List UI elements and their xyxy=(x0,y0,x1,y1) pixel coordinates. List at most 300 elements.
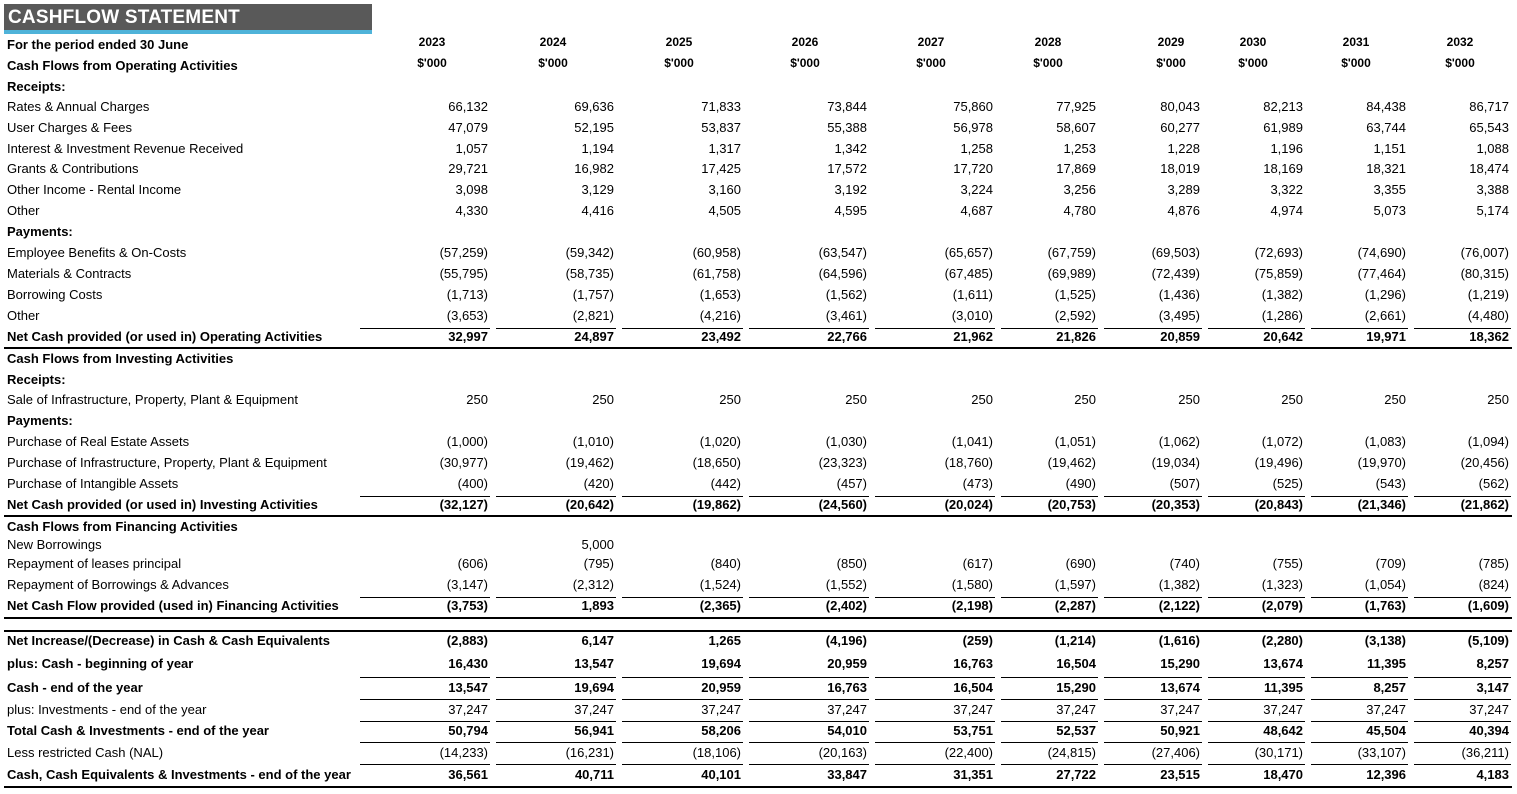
table-cell: 75,860 xyxy=(953,99,993,114)
cell-border xyxy=(875,328,995,329)
table-cell: 37,247 xyxy=(827,702,867,717)
table-cell: (20,753) xyxy=(1047,497,1096,512)
table-cell: (24,815) xyxy=(1047,745,1096,760)
table-cell: (1,020) xyxy=(699,434,741,449)
table-cell: 17,869 xyxy=(1056,161,1096,176)
table-cell: (2,883) xyxy=(446,633,488,648)
cell-border xyxy=(360,699,490,700)
row-label: Cash - end of the year xyxy=(7,680,143,695)
row-label: Less restricted Cash (NAL) xyxy=(7,745,164,760)
table-cell: 16,982 xyxy=(574,161,614,176)
table-cell: (795) xyxy=(583,556,614,571)
table-cell: 4,183 xyxy=(1476,767,1509,782)
table-cell: (3,495) xyxy=(1158,308,1200,323)
table-cell: 63,744 xyxy=(1366,120,1406,135)
table-cell: (2,365) xyxy=(699,598,741,613)
table-cell: (3,010) xyxy=(951,308,993,323)
cell-border xyxy=(1001,597,1098,598)
table-cell: (709) xyxy=(1375,556,1406,571)
row-label: Interest & Investment Revenue Received xyxy=(7,141,244,156)
table-cell: 3,192 xyxy=(834,182,867,197)
row-label: Other Income - Rental Income xyxy=(7,182,182,197)
cell-border xyxy=(749,764,869,765)
table-cell: 37,247 xyxy=(1160,702,1200,717)
table-cell: (75,859) xyxy=(1254,266,1303,281)
table-cell: (67,485) xyxy=(944,266,993,281)
table-cell: (18,650) xyxy=(692,455,741,470)
cell-border xyxy=(360,677,490,678)
table-cell: 20,859 xyxy=(1160,329,1200,344)
table-cell: 37,247 xyxy=(1263,702,1303,717)
table-cell: 16,763 xyxy=(827,680,867,695)
cell-border xyxy=(1001,764,1098,765)
row-label: Repayment of Borrowings & Advances xyxy=(7,577,229,592)
table-cell: (2,280) xyxy=(1261,633,1303,648)
cell-border xyxy=(1208,742,1305,743)
table-cell: (72,693) xyxy=(1254,245,1303,260)
cell-border xyxy=(622,721,743,722)
year-header: 2028 xyxy=(1034,35,1062,49)
table-cell: 52,195 xyxy=(574,120,614,135)
cell-border xyxy=(749,721,869,722)
table-cell: (2,402) xyxy=(825,598,867,613)
table-cell: 53,751 xyxy=(953,723,993,738)
table-cell: 37,247 xyxy=(448,702,488,717)
table-cell: 3,289 xyxy=(1167,182,1200,197)
cell-border xyxy=(875,764,995,765)
table-cell: 1,057 xyxy=(455,141,488,156)
table-cell: (36,211) xyxy=(1461,745,1509,760)
row-label: plus: Cash - beginning of year xyxy=(7,656,194,671)
table-cell: 3,160 xyxy=(708,182,741,197)
table-cell: 13,547 xyxy=(574,656,614,671)
table-cell: (19,970) xyxy=(1357,455,1406,470)
cell-border xyxy=(749,677,869,678)
table-cell: (2,821) xyxy=(572,308,614,323)
table-cell: (33,107) xyxy=(1357,745,1406,760)
table-cell: 3,147 xyxy=(1476,680,1509,695)
table-cell: (19,862) xyxy=(692,497,741,512)
cell-border xyxy=(1104,721,1202,722)
table-cell: 65,543 xyxy=(1469,120,1509,135)
cell-border xyxy=(622,699,743,700)
table-cell: 16,504 xyxy=(953,680,993,695)
row-label: New Borrowings xyxy=(7,537,102,552)
table-cell: (2,312) xyxy=(572,577,614,592)
table-cell: (2,287) xyxy=(1054,598,1096,613)
table-cell: (77,464) xyxy=(1357,266,1406,281)
table-cell: 8,257 xyxy=(1373,680,1406,695)
row-border xyxy=(4,617,1512,619)
table-cell: 32,997 xyxy=(448,329,488,344)
table-cell: (55,795) xyxy=(439,266,488,281)
table-cell: 56,941 xyxy=(574,723,614,738)
table-cell: (562) xyxy=(1478,476,1509,491)
table-cell: (1,219) xyxy=(1467,287,1509,302)
table-cell: 5,000 xyxy=(581,537,614,552)
table-cell: (63,547) xyxy=(818,245,867,260)
table-cell: (18,760) xyxy=(944,455,993,470)
table-cell: (755) xyxy=(1272,556,1303,571)
table-cell: 17,720 xyxy=(953,161,993,176)
table-cell: 80,043 xyxy=(1160,99,1200,114)
row-border xyxy=(4,786,1512,788)
table-cell: 5,073 xyxy=(1373,203,1406,218)
table-cell: (1,436) xyxy=(1158,287,1200,302)
table-cell: (690) xyxy=(1065,556,1096,571)
cell-border xyxy=(1001,699,1098,700)
table-cell: (606) xyxy=(457,556,488,571)
table-cell: (32,127) xyxy=(439,497,488,512)
cell-border xyxy=(622,496,743,497)
table-cell: 1,893 xyxy=(581,598,614,613)
cell-border xyxy=(1001,496,1098,497)
table-cell: 13,674 xyxy=(1160,680,1200,695)
table-cell: 11,395 xyxy=(1366,656,1406,671)
cell-border xyxy=(496,328,616,329)
table-cell: (1,552) xyxy=(825,577,867,592)
table-cell: (20,456) xyxy=(1460,455,1509,470)
table-cell: (259) xyxy=(962,633,993,648)
table-cell: (2,198) xyxy=(951,598,993,613)
cell-border xyxy=(360,742,490,743)
table-cell: (1,757) xyxy=(572,287,614,302)
table-cell: (59,342) xyxy=(565,245,614,260)
table-cell: (74,690) xyxy=(1357,245,1406,260)
row-label: For the period ended 30 June xyxy=(7,37,189,52)
table-cell: 4,876 xyxy=(1167,203,1200,218)
table-cell: (69,503) xyxy=(1151,245,1200,260)
row-border xyxy=(4,347,1512,349)
cell-border xyxy=(749,699,869,700)
table-cell: (1,611) xyxy=(952,287,993,302)
table-cell: 48,642 xyxy=(1263,723,1303,738)
cell-border xyxy=(1414,677,1511,678)
table-cell: (1,214) xyxy=(1054,633,1096,648)
unit-header: $'000 xyxy=(1445,56,1475,70)
table-cell: 71,833 xyxy=(701,99,741,114)
table-cell: 250 xyxy=(592,392,614,407)
table-cell: (1,616) xyxy=(1158,633,1200,648)
row-label: Materials & Contracts xyxy=(7,266,132,281)
cell-border xyxy=(622,764,743,765)
page-title: CASHFLOW STATEMENT xyxy=(8,7,240,28)
table-cell: 250 xyxy=(466,392,488,407)
table-cell: 37,247 xyxy=(1469,702,1509,717)
table-cell: 1,265 xyxy=(708,633,741,648)
cell-border xyxy=(749,597,869,598)
cell-border xyxy=(360,328,490,329)
cell-border xyxy=(1311,721,1408,722)
table-cell: 3,256 xyxy=(1063,182,1096,197)
table-cell: 250 xyxy=(1487,392,1509,407)
cell-border xyxy=(1414,597,1511,598)
table-cell: (1,323) xyxy=(1261,577,1303,592)
table-cell: 37,247 xyxy=(1366,702,1406,717)
table-cell: (850) xyxy=(836,556,867,571)
unit-header: $'000 xyxy=(1033,56,1063,70)
cell-border xyxy=(1208,677,1305,678)
table-cell: 250 xyxy=(719,392,741,407)
cell-border xyxy=(1208,496,1305,497)
table-cell: 1,253 xyxy=(1063,141,1096,156)
row-label: Cash Flows from Operating Activities xyxy=(7,58,238,73)
table-cell: (1,083) xyxy=(1364,434,1406,449)
table-cell: (840) xyxy=(710,556,741,571)
table-cell: (1,713) xyxy=(446,287,488,302)
table-cell: (58,735) xyxy=(565,266,614,281)
table-cell: (1,763) xyxy=(1364,598,1406,613)
table-cell: 29,721 xyxy=(448,161,488,176)
table-cell: (19,496) xyxy=(1254,455,1303,470)
cell-border xyxy=(496,721,616,722)
table-cell: (1,653) xyxy=(699,287,741,302)
cell-border xyxy=(360,721,490,722)
table-cell: (1,525) xyxy=(1054,287,1096,302)
table-cell: 1,196 xyxy=(1270,141,1303,156)
table-cell: (24,560) xyxy=(818,497,867,512)
table-cell: 23,515 xyxy=(1160,767,1200,782)
table-cell: (19,462) xyxy=(1047,455,1096,470)
table-cell: 250 xyxy=(1074,392,1096,407)
cell-border xyxy=(1104,699,1202,700)
table-cell: 56,978 xyxy=(953,120,993,135)
row-label: User Charges & Fees xyxy=(7,120,132,135)
table-cell: 16,763 xyxy=(953,656,993,671)
row-label: Grants & Contributions xyxy=(7,161,139,176)
table-cell: (64,596) xyxy=(818,266,867,281)
cell-border xyxy=(496,597,616,598)
title-bar xyxy=(4,4,372,30)
cell-border xyxy=(1104,742,1202,743)
table-cell: 40,711 xyxy=(574,767,614,782)
row-label: Payments: xyxy=(7,413,73,428)
row-label: Cash Flows from Investing Activities xyxy=(7,351,234,366)
cell-border xyxy=(496,699,616,700)
table-cell: 33,847 xyxy=(827,767,867,782)
row-label: Borrowing Costs xyxy=(7,287,103,302)
table-cell: 45,504 xyxy=(1366,723,1406,738)
table-cell: 24,897 xyxy=(574,329,614,344)
table-cell: (3,653) xyxy=(446,308,488,323)
cell-border xyxy=(1414,742,1511,743)
table-cell: (1,054) xyxy=(1364,577,1406,592)
table-cell: 21,826 xyxy=(1056,329,1096,344)
cell-border xyxy=(1104,597,1202,598)
row-border xyxy=(4,515,1512,517)
cell-border xyxy=(1208,328,1305,329)
cell-border xyxy=(1104,764,1202,765)
cell-border xyxy=(1311,742,1408,743)
table-cell: (21,346) xyxy=(1357,497,1406,512)
table-cell: 3,098 xyxy=(455,182,488,197)
table-cell: (2,661) xyxy=(1364,308,1406,323)
table-cell: 3,388 xyxy=(1476,182,1509,197)
table-cell: 19,694 xyxy=(574,680,614,695)
table-cell: (1,562) xyxy=(825,287,867,302)
row-label: Cash, Cash Equivalents & Investments - end of the year xyxy=(7,767,351,782)
table-cell: (20,353) xyxy=(1151,497,1200,512)
cell-border xyxy=(875,699,995,700)
table-cell: (2,079) xyxy=(1261,598,1303,613)
cell-border xyxy=(875,597,995,598)
cell-border xyxy=(622,677,743,678)
table-cell: 52,537 xyxy=(1056,723,1096,738)
cell-border xyxy=(1414,764,1511,765)
cell-border xyxy=(1414,496,1511,497)
unit-header: $'000 xyxy=(538,56,568,70)
table-cell: (20,642) xyxy=(565,497,614,512)
table-cell: 19,971 xyxy=(1366,329,1406,344)
table-cell: 250 xyxy=(1178,392,1200,407)
table-cell: (23,323) xyxy=(818,455,867,470)
table-cell: 66,132 xyxy=(448,99,488,114)
table-cell: (1,062) xyxy=(1158,434,1200,449)
table-cell: 73,844 xyxy=(827,99,867,114)
cell-border xyxy=(1208,721,1305,722)
year-header: 2026 xyxy=(791,35,819,49)
cell-border xyxy=(1208,699,1305,700)
table-cell: 18,169 xyxy=(1263,161,1303,176)
cell-border xyxy=(622,742,743,743)
table-cell: 1,194 xyxy=(581,141,614,156)
cell-border xyxy=(622,597,743,598)
cell-border xyxy=(1311,496,1408,497)
table-cell: 37,247 xyxy=(574,702,614,717)
table-cell: (400) xyxy=(457,476,488,491)
unit-header: $'000 xyxy=(1238,56,1268,70)
table-cell: 250 xyxy=(1281,392,1303,407)
cell-border xyxy=(1001,328,1098,329)
table-cell: (57,259) xyxy=(439,245,488,260)
row-label: Other xyxy=(7,203,40,218)
unit-header: $'000 xyxy=(417,56,447,70)
table-cell: (76,007) xyxy=(1460,245,1509,260)
table-cell: (30,977) xyxy=(439,455,488,470)
table-cell: 4,974 xyxy=(1270,203,1303,218)
row-label: Net Cash Flow provided (used in) Financing Activities xyxy=(7,598,339,613)
table-cell: (4,480) xyxy=(1467,308,1509,323)
table-cell: 250 xyxy=(971,392,993,407)
table-cell: (420) xyxy=(583,476,614,491)
table-cell: 84,438 xyxy=(1366,99,1406,114)
table-cell: (1,597) xyxy=(1054,577,1096,592)
table-cell: (1,382) xyxy=(1158,577,1200,592)
table-cell: 17,425 xyxy=(701,161,741,176)
table-cell: (1,094) xyxy=(1467,434,1509,449)
table-cell: 17,572 xyxy=(827,161,867,176)
table-cell: (490) xyxy=(1065,476,1096,491)
row-label: Receipts: xyxy=(7,79,66,94)
year-header: 2023 xyxy=(418,35,446,49)
cell-border xyxy=(1414,721,1511,722)
table-cell: (785) xyxy=(1478,556,1509,571)
table-cell: (1,000) xyxy=(446,434,488,449)
year-header: 2029 xyxy=(1157,35,1185,49)
table-cell: (60,958) xyxy=(692,245,741,260)
cell-border xyxy=(496,496,616,497)
cell-border xyxy=(1104,677,1202,678)
cell-border xyxy=(875,721,995,722)
table-cell: (3,147) xyxy=(446,577,488,592)
table-cell: 54,010 xyxy=(827,723,867,738)
cell-border xyxy=(1311,597,1408,598)
table-cell: 6,147 xyxy=(581,633,614,648)
table-cell: 4,780 xyxy=(1063,203,1096,218)
row-label: Repayment of leases principal xyxy=(7,556,182,571)
table-cell: 1,342 xyxy=(834,141,867,156)
table-cell: 47,079 xyxy=(448,120,488,135)
table-cell: 250 xyxy=(1384,392,1406,407)
table-cell: 4,595 xyxy=(834,203,867,218)
table-cell: (22,400) xyxy=(944,745,993,760)
table-cell: (65,657) xyxy=(944,245,993,260)
row-label: Purchase of Real Estate Assets xyxy=(7,434,190,449)
table-cell: 40,394 xyxy=(1469,723,1509,738)
table-cell: 4,505 xyxy=(708,203,741,218)
table-cell: 1,317 xyxy=(708,141,741,156)
table-cell: 58,607 xyxy=(1056,120,1096,135)
year-header: 2031 xyxy=(1342,35,1370,49)
table-cell: 20,959 xyxy=(827,656,867,671)
title-underline xyxy=(4,30,372,34)
row-label: Payments: xyxy=(7,224,73,239)
cell-border xyxy=(496,742,616,743)
table-cell: (20,843) xyxy=(1254,497,1303,512)
table-cell: 21,962 xyxy=(953,329,993,344)
table-cell: (442) xyxy=(710,476,741,491)
year-header: 2025 xyxy=(665,35,693,49)
table-cell: (19,462) xyxy=(565,455,614,470)
table-cell: 23,492 xyxy=(701,329,741,344)
table-cell: 77,925 xyxy=(1056,99,1096,114)
cell-border xyxy=(360,597,490,598)
row-label: Sale of Infrastructure, Property, Plant & Equipment xyxy=(7,392,298,407)
table-cell: 37,247 xyxy=(1056,702,1096,717)
table-cell: (3,753) xyxy=(446,598,488,613)
table-cell: 3,355 xyxy=(1373,182,1406,197)
year-header: 2030 xyxy=(1239,35,1267,49)
unit-header: $'000 xyxy=(790,56,820,70)
table-cell: 3,322 xyxy=(1270,182,1303,197)
table-cell: (617) xyxy=(962,556,993,571)
table-cell: 1,258 xyxy=(960,141,993,156)
table-cell: 19,694 xyxy=(701,656,741,671)
table-cell: (5,109) xyxy=(1467,633,1509,648)
table-cell: (21,862) xyxy=(1460,497,1509,512)
cell-border xyxy=(496,677,616,678)
row-label: Other xyxy=(7,308,40,323)
cell-border xyxy=(360,496,490,497)
table-cell: (4,216) xyxy=(699,308,741,323)
table-cell: 12,396 xyxy=(1366,767,1406,782)
unit-header: $'000 xyxy=(664,56,694,70)
unit-header: $'000 xyxy=(1341,56,1371,70)
table-cell: 8,257 xyxy=(1476,656,1509,671)
table-cell: 18,474 xyxy=(1469,161,1509,176)
row-label: Receipts: xyxy=(7,372,66,387)
table-cell: (1,382) xyxy=(1261,287,1303,302)
unit-header: $'000 xyxy=(916,56,946,70)
row-label: plus: Investments - end of the year xyxy=(7,702,207,717)
table-cell: (2,122) xyxy=(1158,598,1200,613)
table-cell: (507) xyxy=(1169,476,1200,491)
table-cell: (14,233) xyxy=(439,745,488,760)
cell-border xyxy=(749,742,869,743)
cell-border xyxy=(496,764,616,765)
year-header: 2027 xyxy=(917,35,945,49)
table-cell: (1,072) xyxy=(1261,434,1303,449)
